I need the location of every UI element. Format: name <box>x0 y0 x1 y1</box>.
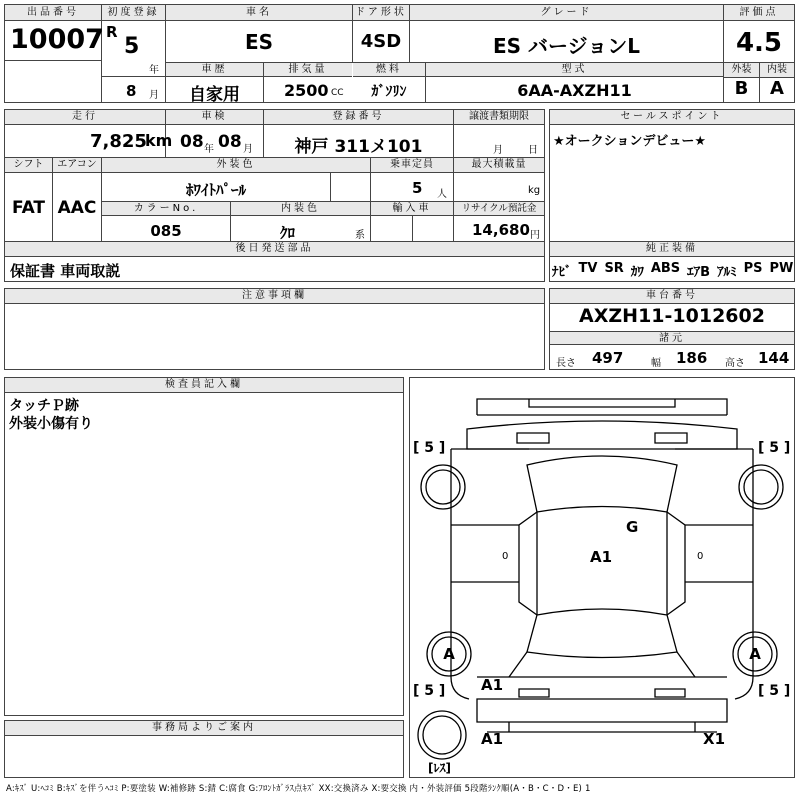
mark-glass: G <box>626 518 639 536</box>
equipment-list <box>552 261 794 280</box>
interior-header: 内装 <box>760 63 794 78</box>
lot-header: 出品番号 <box>5 5 101 21</box>
height-value: 144 <box>758 349 790 367</box>
lot-number: 10007 <box>10 24 104 55</box>
wheel-rear-right-mark: A <box>749 645 761 663</box>
side-mark-right: 0 <box>697 551 704 562</box>
length-label: 長さ <box>556 358 576 369</box>
inspection-year-unit: 年 <box>204 144 214 155</box>
notes-header: 注意事項欄 <box>5 289 544 304</box>
int-color: ｸﾛ <box>280 224 296 242</box>
length-value: 497 <box>592 349 624 367</box>
recycle-header: リサイクル預託金 <box>454 202 544 216</box>
transfer-header: 譲渡書類期限 <box>454 110 544 125</box>
color-no-header: カラーNo. <box>102 202 230 216</box>
import-header: 輸入車 <box>371 202 453 216</box>
inspector-note-1: タッチＰ跡 <box>9 398 79 414</box>
interior-grade: A <box>770 78 784 99</box>
first-reg-header: 初度登録 <box>102 5 165 21</box>
damage-legend: A:ｷｽﾞ U:ﾍｺﾐ B:ｷｽﾞを伴うﾍｺﾐ P:要塗装 W:補修跡 S:錆 C:腐食 G:ﾌﾛﾝﾄｶﾞﾗｽ点ｷｽﾞ XX:交換済み X:要交換 内・外装評価 5段階ﾗﾝｸ順(A・B・C・D・E) 1 <box>6 784 591 794</box>
shift-header: シフト <box>5 158 52 173</box>
capacity-unit: 人 <box>437 189 447 200</box>
capacity-header: 乗車定員 <box>371 158 453 173</box>
int-color-unit: 系 <box>355 230 365 241</box>
spec-header: 諸元 <box>550 331 794 345</box>
transfer-day-unit: 日 <box>528 145 538 156</box>
equipment-item: SR <box>604 261 624 276</box>
displacement-header: 排気量 <box>264 63 352 77</box>
sales-text: ★オークションデビュー★ <box>553 134 707 149</box>
first-reg-year: 5 <box>124 34 140 59</box>
inspector-header: 検査員記入欄 <box>5 378 403 393</box>
recycle: 14,680 <box>472 221 530 239</box>
car-name: ES <box>244 30 274 54</box>
inspector-note-2: 外装小傷有り <box>9 416 93 432</box>
ac-header: エアコン <box>53 158 101 173</box>
equipment-item: ABS <box>650 261 681 276</box>
tire-front-left: [ 5 ] <box>413 440 446 456</box>
door-type: 4SD <box>360 31 402 52</box>
ext-color-header: 外装色 <box>102 158 370 173</box>
history: 自家用 <box>189 85 240 105</box>
shift: FAT <box>11 198 46 218</box>
door-header: ドア形状 <box>353 5 409 21</box>
equipment-item: ﾅﾋﾞ <box>552 265 572 280</box>
wheel-rear-left-mark: A <box>443 645 455 663</box>
fuel-header: 燃料 <box>353 63 425 77</box>
chassis-header: 車台番号 <box>550 289 794 304</box>
mileage-header: 走行 <box>5 110 165 125</box>
capacity: 5 <box>412 179 423 197</box>
model-header: 型式 <box>426 63 723 77</box>
month-unit: 月 <box>149 90 159 101</box>
spare-tire-label: [ﾚｽ] <box>428 761 451 775</box>
displacement-unit: CC <box>331 88 344 98</box>
chassis-number: AXZH11-1012602 <box>579 305 765 327</box>
ac: AAC <box>57 198 97 218</box>
grade: ES バージョンL <box>493 34 640 58</box>
equipment-item: PS <box>743 261 763 276</box>
mileage: 7,825 <box>90 131 147 152</box>
office-header: 事務局よりご案内 <box>5 721 403 736</box>
exterior-grade: B <box>734 78 749 99</box>
first-reg-month: 8 <box>126 82 137 100</box>
equipment-item: TV <box>578 261 598 276</box>
inspection-month-unit: 月 <box>243 144 253 155</box>
side-mark-left: 0 <box>502 551 509 562</box>
later-parts: 保証書 車両取説 <box>10 262 121 280</box>
mark-rear-left: A1 <box>481 676 504 694</box>
width-value: 186 <box>676 349 708 367</box>
history-header: 車歴 <box>166 63 263 77</box>
transfer-month-unit: 月 <box>493 145 503 156</box>
width-label: 幅 <box>651 358 661 369</box>
equipment-item: ｱﾙﾐ <box>717 265 737 280</box>
registration-header: 登録番号 <box>264 110 453 125</box>
score: 4.5 <box>735 28 783 58</box>
load-header: 最大積載量 <box>454 158 544 173</box>
era: R <box>106 23 118 41</box>
equipment-item: ｶﾜ <box>630 265 644 280</box>
grade-header: グレード <box>410 5 723 21</box>
ext-color: ﾎﾜｲﾄﾊﾟｰﾙ <box>185 181 246 199</box>
car-outline <box>409 377 795 778</box>
year-unit: 年 <box>149 65 159 76</box>
mark-bumper-left: A1 <box>481 730 504 748</box>
inspection-header: 車検 <box>166 110 263 125</box>
mark-roof: A1 <box>590 548 613 566</box>
later-parts-header: 後日発送部品 <box>5 242 544 257</box>
mileage-unit: km <box>145 131 173 150</box>
registration: 神戸 311メ101 <box>294 137 423 157</box>
equipment-item: PW <box>769 261 794 276</box>
inspection-month: 08 <box>218 132 242 152</box>
model: 6AA-AXZH11 <box>517 81 632 100</box>
height-label: 高さ <box>725 358 745 369</box>
mark-bumper-right: X1 <box>703 730 726 748</box>
equipment-header: 純正装備 <box>550 242 794 257</box>
exterior-header: 外装 <box>724 63 759 78</box>
equipment-item: ｴｱB <box>687 265 711 280</box>
tire-rear-right: [ 5 ] <box>758 683 791 699</box>
fuel: ｶﾞｿﾘﾝ <box>371 84 407 100</box>
score-header: 評価点 <box>724 5 794 21</box>
inspection-year: 08 <box>180 132 204 152</box>
color-no: 085 <box>150 222 182 240</box>
displacement: 2500 <box>284 81 329 100</box>
load-unit: kg <box>528 185 541 196</box>
recycle-unit: 円 <box>530 230 540 241</box>
sales-header: セールスポイント <box>550 110 794 125</box>
tire-rear-left: [ 5 ] <box>413 683 446 699</box>
car-name-header: 車名 <box>166 5 352 21</box>
int-color-header: 内装色 <box>231 202 370 216</box>
tire-front-right: [ 5 ] <box>758 440 791 456</box>
